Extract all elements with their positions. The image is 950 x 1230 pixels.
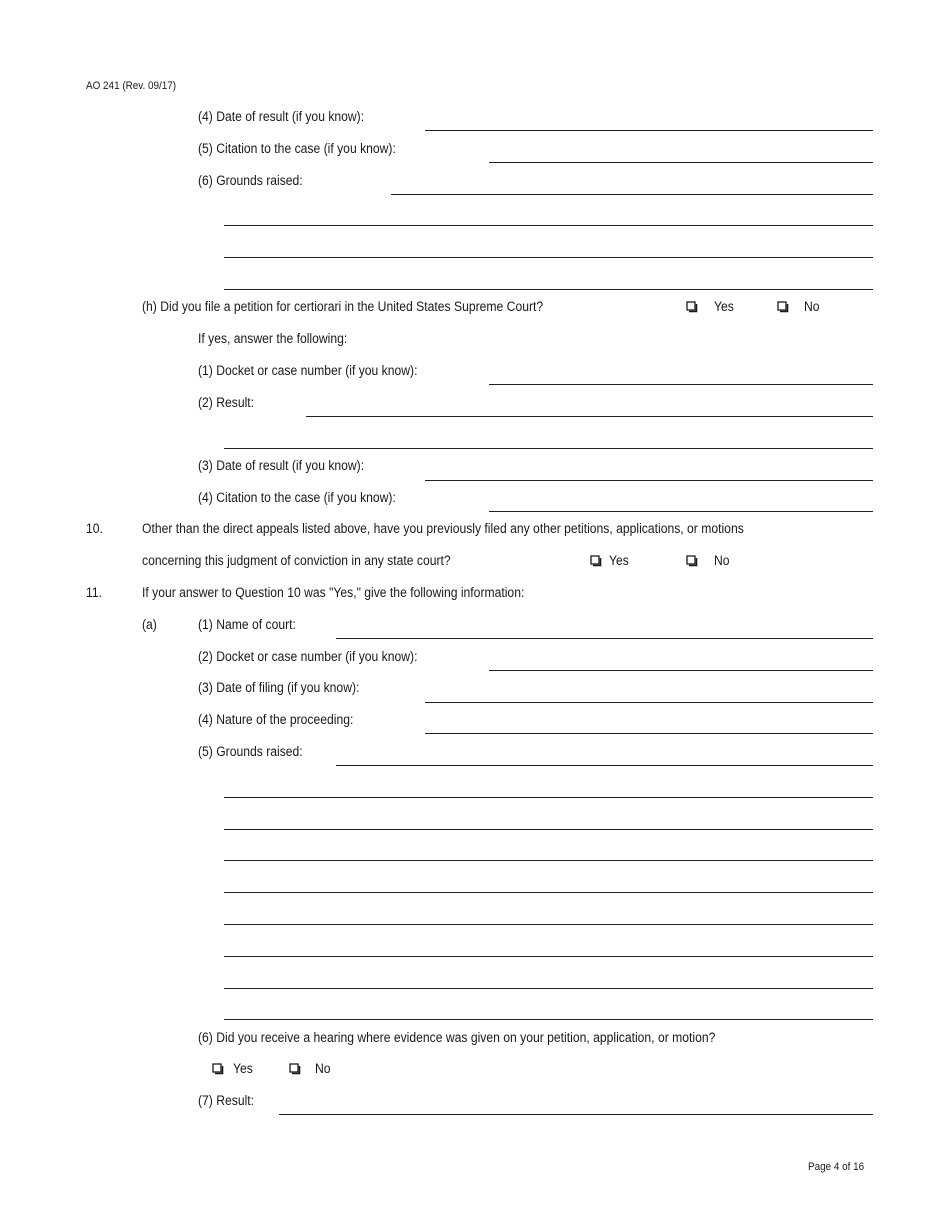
question-10-yes-checkbox[interactable] — [590, 553, 602, 569]
question-h-yes-label: Yes — [714, 299, 734, 314]
q11-grounds-line-8[interactable] — [224, 988, 873, 989]
grounds-raised-line-3[interactable] — [224, 257, 873, 258]
date-of-result-field[interactable] — [425, 130, 873, 131]
hearing-yes-checkbox[interactable] — [212, 1061, 224, 1077]
question-10-no-checkbox[interactable] — [686, 553, 698, 569]
question-h-text: (h) Did you file a petition for certiorari in the United States Supreme Court? — [142, 299, 544, 314]
form-id: AO 241 (Rev. 09/17) — [86, 80, 177, 92]
grounds-raised-line-4[interactable] — [224, 289, 873, 290]
checkbox-icon — [777, 301, 789, 313]
hearing-yes-label: Yes — [233, 1061, 253, 1076]
grounds-raised-label: (6) Grounds raised: — [198, 173, 303, 188]
question-10-yes-label: Yes — [609, 553, 629, 568]
question-10-number: 10. — [86, 521, 103, 536]
question-h-yes-checkbox[interactable] — [686, 299, 698, 315]
q11-grounds-raised-label: (5) Grounds raised: — [198, 744, 303, 759]
question-10-no-label: No — [714, 553, 730, 568]
q11-grounds-line-3[interactable] — [224, 829, 873, 830]
hearing-no-checkbox[interactable] — [289, 1061, 301, 1077]
h-result-field[interactable] — [306, 416, 873, 417]
q11-docket-field[interactable] — [489, 670, 873, 671]
grounds-raised-field[interactable] — [391, 194, 873, 195]
q11-grounds-line-5[interactable] — [224, 892, 873, 893]
h-result-label: (2) Result: — [198, 395, 255, 410]
checkbox-icon — [686, 555, 698, 567]
q11-result-label: (7) Result: — [198, 1093, 255, 1108]
q11-grounds-line-7[interactable] — [224, 956, 873, 957]
question-h-no-label: No — [804, 299, 820, 314]
date-of-result-label: (4) Date of result (if you know): — [198, 109, 365, 124]
q11-grounds-line-4[interactable] — [224, 860, 873, 861]
nature-of-proceeding-label: (4) Nature of the proceeding: — [198, 712, 354, 727]
q11-grounds-line-6[interactable] — [224, 924, 873, 925]
name-of-court-label: (1) Name of court: — [198, 617, 296, 632]
q11-docket-label: (2) Docket or case number (if you know): — [198, 649, 418, 664]
h-date-of-result-field[interactable] — [425, 480, 873, 481]
h-date-of-result-label: (3) Date of result (if you know): — [198, 458, 365, 473]
date-of-filing-label: (3) Date of filing (if you know): — [198, 680, 360, 695]
hearing-no-label: No — [315, 1061, 331, 1076]
question-10-line-1: Other than the direct appeals listed above, have you previously filed any other petitions, applications, or motions — [142, 521, 744, 536]
checkbox-icon — [686, 301, 698, 313]
question-h-no-checkbox[interactable] — [777, 299, 789, 315]
date-of-filing-field[interactable] — [425, 702, 873, 703]
question-h-if-yes: If yes, answer the following: — [198, 331, 348, 346]
citation-field[interactable] — [489, 162, 873, 163]
h-docket-field[interactable] — [489, 384, 873, 385]
q11-grounds-raised-field[interactable] — [336, 765, 873, 766]
nature-of-proceeding-field[interactable] — [425, 733, 873, 734]
q11-result-field[interactable] — [279, 1114, 873, 1115]
hearing-question: (6) Did you receive a hearing where evidence was given on your petition, application, or motion? — [198, 1030, 716, 1045]
checkbox-icon — [212, 1063, 224, 1075]
citation-label: (5) Citation to the case (if you know): — [198, 141, 396, 156]
grounds-raised-line-2[interactable] — [224, 225, 873, 226]
question-11-number: 11. — [86, 585, 102, 600]
h-docket-label: (1) Docket or case number (if you know): — [198, 363, 418, 378]
question-11-text: If your answer to Question 10 was "Yes," give the following information: — [142, 585, 525, 600]
checkbox-icon — [590, 555, 602, 567]
q11-grounds-line-2[interactable] — [224, 797, 873, 798]
page-number: Page 4 of 16 — [808, 1161, 865, 1173]
h-citation-field[interactable] — [489, 511, 873, 512]
h-citation-label: (4) Citation to the case (if you know): — [198, 490, 396, 505]
question-11-sub-a: (a) — [142, 617, 157, 632]
h-result-line-2[interactable] — [224, 448, 873, 449]
question-10-line-2: concerning this judgment of conviction in any state court? — [142, 553, 451, 568]
checkbox-icon — [289, 1063, 301, 1075]
q11-grounds-line-9[interactable] — [224, 1019, 873, 1020]
name-of-court-field[interactable] — [336, 638, 873, 639]
